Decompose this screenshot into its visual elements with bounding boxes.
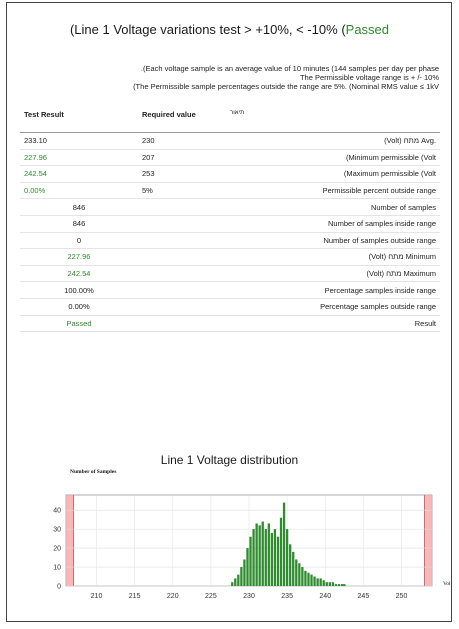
cell-required-value	[138, 232, 226, 249]
voltage-distribution-chart	[0, 460, 459, 620]
cell-required-value: 230	[138, 133, 226, 150]
table-row	[20, 182, 440, 199]
histogram-bar	[304, 571, 306, 586]
cell-test-result: 233.10	[20, 133, 138, 150]
histogram-bar	[323, 580, 325, 586]
histogram-bar	[316, 578, 318, 586]
histogram-bar	[326, 582, 328, 586]
report-title	[0, 22, 459, 37]
histogram-bar	[298, 563, 300, 586]
histogram-bar	[341, 584, 343, 586]
x-tick-label: 215	[128, 593, 141, 600]
histogram-bar	[310, 575, 312, 586]
cell-test-result: 846	[20, 199, 138, 216]
chart-title: Line 1 Voltage distribution	[160, 453, 299, 467]
table-row	[20, 133, 440, 150]
histogram-bar	[313, 577, 315, 586]
y-tick-label: 0	[57, 583, 61, 591]
header-required-value: Required value	[138, 108, 226, 133]
histogram-bar	[335, 584, 337, 586]
histogram-bar	[231, 582, 233, 586]
table-row	[20, 298, 440, 315]
y-axis-label: Number of Samples	[70, 469, 117, 475]
cell-required-value	[138, 315, 226, 332]
table-row	[20, 265, 440, 282]
table-row	[20, 249, 440, 266]
cell-description: (Volt) מתח Maximum	[226, 265, 440, 282]
x-tick-label: 225	[205, 593, 217, 600]
histogram-bar	[295, 559, 297, 586]
cell-test-result: 242.54	[20, 265, 138, 282]
table-body	[20, 133, 440, 332]
cell-required-value	[138, 265, 226, 282]
histogram-bar	[249, 537, 251, 586]
table-row	[20, 149, 440, 166]
cell-test-result: 227.96	[20, 249, 138, 266]
histogram-bar	[259, 525, 261, 586]
cell-description: Percentage samples inside range	[226, 282, 440, 299]
cell-test-result: 846	[20, 215, 138, 232]
histogram-bar	[286, 529, 288, 586]
histogram-bar	[343, 584, 345, 586]
histogram-bar	[274, 529, 276, 586]
histogram-bar	[237, 575, 239, 586]
title-status: Passed	[345, 22, 390, 37]
cell-test-result: Passed	[20, 315, 138, 332]
cell-test-result: 0.00%	[20, 182, 138, 199]
x-tick-label: 250	[395, 593, 408, 600]
cell-required-value	[138, 215, 226, 232]
cell-description: Number of samples inside range	[226, 215, 440, 232]
table-row	[20, 215, 440, 232]
histogram-bar	[307, 573, 309, 586]
cell-description: (Volt) מתח Avg.	[226, 133, 440, 150]
table-row	[20, 315, 440, 332]
histogram-bar	[265, 529, 267, 586]
cell-description: Permissible percent outside range	[226, 182, 440, 199]
table-header-row	[20, 108, 440, 133]
histogram-bar	[268, 523, 270, 586]
histogram-bar	[329, 582, 331, 586]
histogram-bar	[240, 567, 242, 586]
histogram-bar	[280, 518, 282, 586]
cell-description: Result	[226, 315, 440, 332]
cell-description: (Minimum permissible (Volt	[226, 149, 440, 166]
histogram-bar	[277, 537, 279, 586]
histogram-bar	[292, 552, 294, 586]
x-tick-label: 245	[357, 593, 370, 600]
x-tick-label: 230	[243, 593, 255, 600]
cell-required-value: 5%	[138, 182, 226, 199]
cell-description: (Maximum permissible (Volt	[226, 166, 440, 183]
header-test-result: Test Result	[20, 108, 138, 133]
histogram-bar	[255, 523, 257, 586]
histogram-bar	[301, 567, 303, 586]
histogram-bar	[332, 582, 334, 586]
histogram-bar	[320, 578, 322, 586]
table-row	[20, 282, 440, 299]
histogram-bar	[234, 578, 236, 586]
x-tick-label: 235	[281, 593, 293, 600]
y-tick-label: 40	[53, 507, 61, 515]
x-tick-label: 240	[319, 593, 332, 600]
x-tick-label: 220	[166, 593, 179, 600]
histogram-bar	[246, 548, 248, 586]
title-text: (Line 1 Voltage variations test > +10%, < -10% (	[69, 22, 346, 37]
note-permissible-percentage: (The Permissible sample percentages outside the range are 5%. (Nominal RMS value ≤ 1kV	[133, 82, 439, 91]
upper-limit-band	[424, 495, 432, 586]
cell-required-value	[138, 249, 226, 266]
cell-test-result: 0.00%	[20, 298, 138, 315]
histogram-bar	[338, 584, 340, 586]
lower-limit-band	[66, 495, 74, 586]
histogram-bar	[283, 503, 285, 586]
cell-description: Percentage samples outside range	[226, 298, 440, 315]
cell-description: Number of samples outside range	[226, 232, 440, 249]
table-row	[20, 199, 440, 216]
cell-test-result: 242.54	[20, 166, 138, 183]
note-permissible-range: The Permissible voltage range is + /- 10%	[299, 73, 439, 82]
cell-required-value: 253	[138, 166, 226, 183]
histogram-bar	[271, 533, 273, 586]
y-tick-label: 30	[53, 526, 61, 534]
y-tick-label: 20	[53, 545, 61, 553]
histogram-bar	[262, 522, 264, 586]
table-row	[20, 166, 440, 183]
cell-required-value	[138, 282, 226, 299]
cell-required-value	[138, 298, 226, 315]
note-sample-info: .(Each voltage sample is an average value of 10 minutes (144 samples per day per phase	[140, 64, 439, 73]
cell-test-result: 100.00%	[20, 282, 138, 299]
x-tick-label: 210	[90, 593, 103, 600]
cell-required-value: 207	[138, 149, 226, 166]
cell-required-value	[138, 199, 226, 216]
histogram-bar	[243, 559, 245, 586]
cell-description: (Volt) מתח Minimum	[226, 249, 440, 266]
histogram-bar	[289, 544, 291, 586]
cell-test-result: 227.96	[20, 149, 138, 166]
table-row	[20, 232, 440, 249]
histogram-bar	[252, 529, 254, 586]
cell-test-result: 0	[20, 232, 138, 249]
results-table	[20, 108, 440, 332]
y-tick-label: 10	[53, 564, 61, 572]
header-description: תיאור	[226, 108, 440, 133]
cell-description: Number of samples	[226, 199, 440, 216]
x-axis-label: Vol	[443, 581, 451, 587]
